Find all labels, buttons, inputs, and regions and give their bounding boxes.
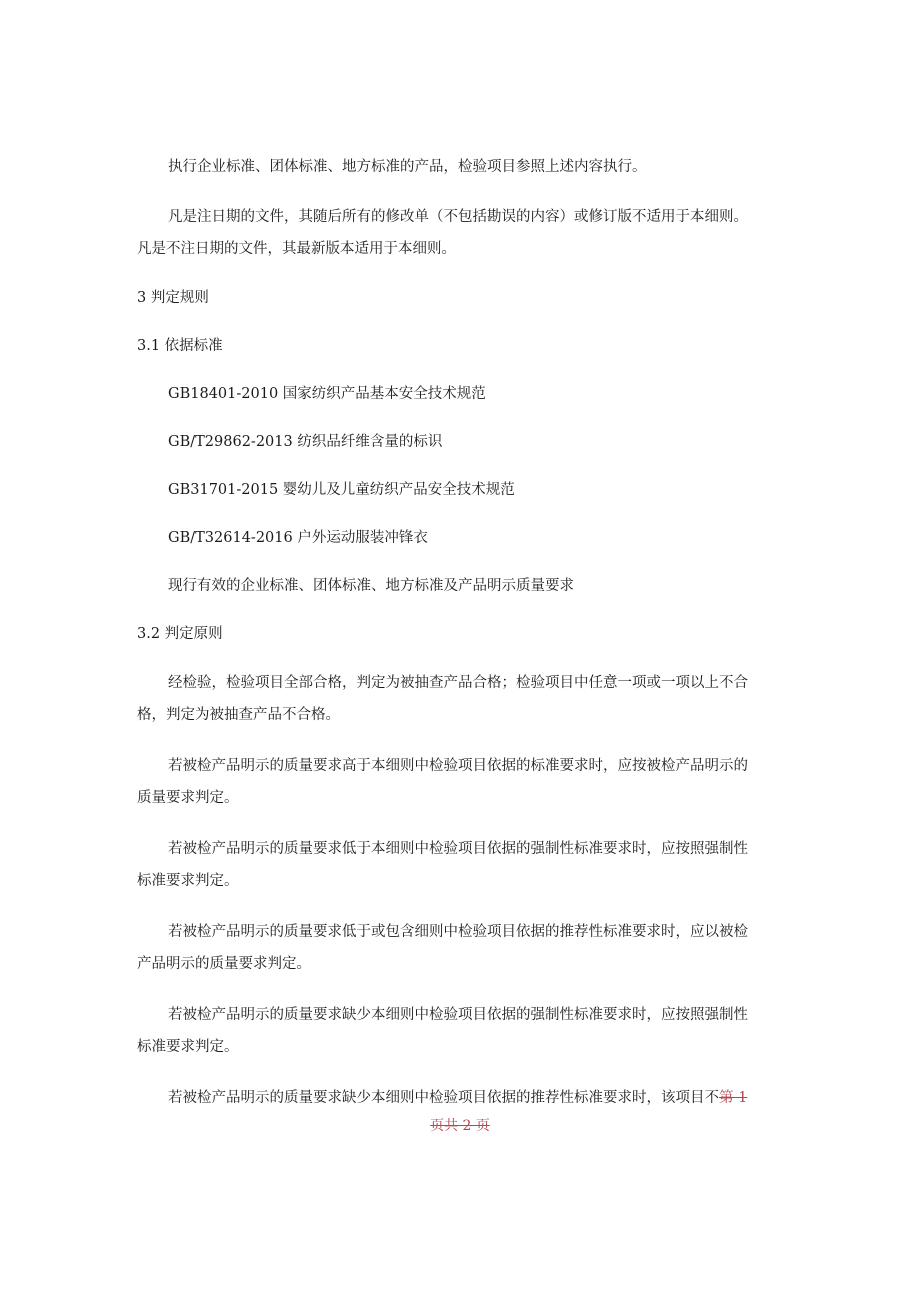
standard-item: GB18401-2010 国家纺织产品基本安全技术规范	[168, 386, 486, 402]
rule-paragraph-line	[168, 1082, 747, 1114]
rule-paragraph-line: 标准要求判定。	[137, 1039, 239, 1055]
standard-item: GB/T29862-2013 纺织品纤维含量的标识	[168, 434, 443, 450]
heading-3: 3 判定规则	[137, 290, 209, 306]
rule-paragraph-line: 产品明示的质量要求判定。	[137, 956, 311, 972]
rule-paragraph-line: 若被检产品明示的质量要求低于或包含细则中检验项目依据的推荐性标准要求时，应以被检	[168, 924, 748, 940]
rule-paragraph-line: 格，判定为被抽查产品不合格。	[137, 707, 340, 723]
paragraph-scope-note: 执行企业标准、团体标准、地方标准的产品，检验项目参照上述内容执行。	[168, 159, 647, 175]
paragraph-dated-docs-line1: 凡是注日期的文件，其随后所有的修改单（不包括勘误的内容）或修订版不适用于本细则。	[168, 209, 748, 225]
heading-3-1: 3.1 依据标准	[137, 338, 223, 354]
rule-paragraph-line: 标准要求判定。	[137, 873, 239, 889]
rule-text: 若被检产品明示的质量要求缺少本细则中检验项目依据的推荐性标准要求时，该项目不	[168, 1090, 719, 1106]
rule-paragraph-line: 若被检产品明示的质量要求缺少本细则中检验项目依据的强制性标准要求时，应按照强制性	[168, 1007, 748, 1023]
struck-page-number: 第 1	[719, 1090, 748, 1106]
standard-item: GB31701-2015 婴幼儿及儿童纺织产品安全技术规范	[168, 482, 515, 498]
rule-paragraph-line: 若被检产品明示的质量要求低于本细则中检验项目依据的强制性标准要求时，应按照强制性	[168, 841, 748, 857]
page-footer: 页共 2 页	[430, 1118, 490, 1134]
standard-item: 现行有效的企业标准、团体标准、地方标准及产品明示质量要求	[168, 578, 574, 594]
rule-paragraph-line: 经检验，检验项目全部合格，判定为被抽查产品合格；检验项目中任意一项或一项以上不合	[168, 675, 748, 691]
standard-item: GB/T32614-2016 户外运动服装冲锋衣	[168, 530, 428, 546]
paragraph-dated-docs-line2: 凡是不注日期的文件，其最新版本适用于本细则。	[137, 241, 456, 257]
rule-paragraph-line: 若被检产品明示的质量要求高于本细则中检验项目依据的标准要求时，应按被检产品明示的	[168, 758, 748, 774]
heading-3-2: 3.2 判定原则	[137, 626, 223, 642]
rule-paragraph-line: 质量要求判定。	[137, 790, 239, 806]
